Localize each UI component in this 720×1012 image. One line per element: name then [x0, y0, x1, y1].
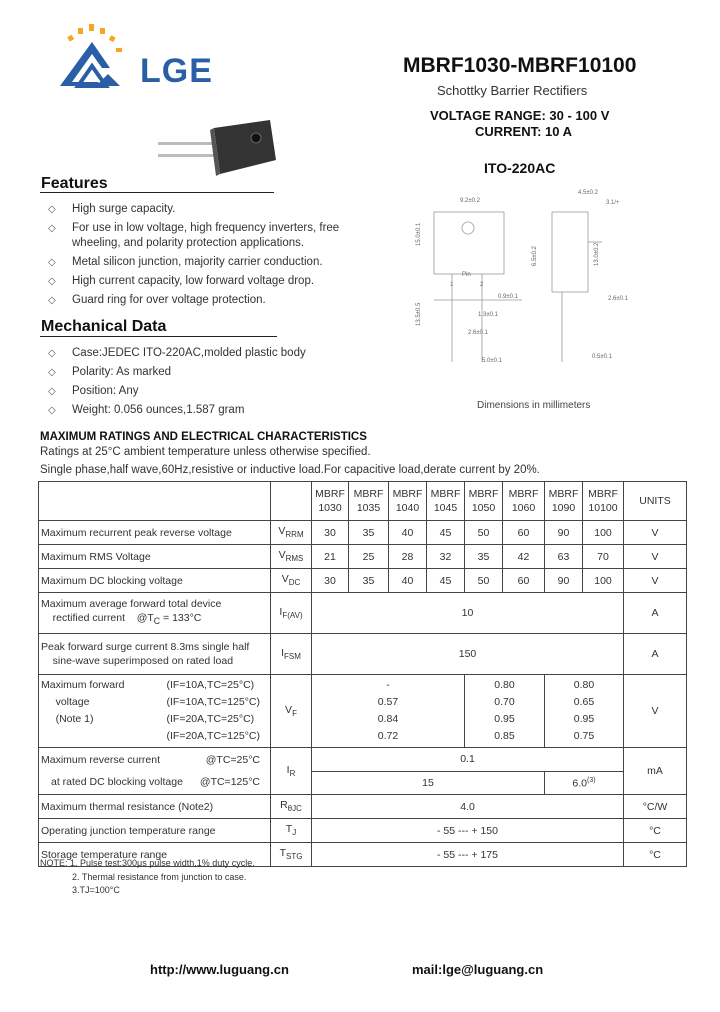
website-link[interactable]: http://www.luguang.cn: [150, 962, 289, 977]
param-symbol: $V_F$: [271, 675, 312, 748]
list-item: ◇ Position: Any: [48, 385, 139, 397]
table-row: [39, 675, 687, 748]
table-cell: - 0.57 0.84 0.72: [312, 675, 465, 748]
unit-cell: V: [624, 675, 687, 748]
table-cell: 21: [312, 545, 349, 569]
param-label: Maximum thermal resistance (Note2): [39, 795, 271, 819]
footnote: 3.TJ=100°C: [72, 885, 120, 895]
table-cell: 45: [427, 569, 465, 593]
dimension-label: 13.0±0.2: [594, 242, 600, 266]
diamond-bullet-icon: ◇: [48, 295, 56, 306]
table-row: [39, 569, 687, 593]
dimension-label: 9.2±0.2: [460, 198, 480, 204]
dimensions-caption: Dimensions in millimeters: [477, 400, 591, 411]
dimension-label: 2.6±0.1: [468, 330, 488, 336]
dimension-label: 6.5±0.2: [532, 246, 538, 266]
features-divider: [40, 192, 274, 193]
unit-cell: °C: [624, 843, 687, 867]
param-symbol: $I_{FSM}$: [271, 634, 312, 675]
diamond-bullet-icon: ◇: [48, 276, 56, 287]
footnote: 2. Thermal resistance from junction to case.: [72, 872, 247, 882]
param-label: Operating junction temperature range: [39, 819, 271, 843]
model-header: MBRF 1030: [312, 482, 349, 521]
unit-cell: mA: [624, 748, 687, 795]
component-image: [158, 118, 278, 180]
table-cell: 50: [465, 521, 503, 545]
table-cell: 60: [503, 521, 545, 545]
param-symbol: $V_{DC}$: [271, 569, 312, 593]
ratings-note: Ratings at 25°C ambient temperature unless otherwise specified.: [40, 446, 371, 458]
table-cell: 150: [312, 634, 624, 675]
table-row: [39, 795, 687, 819]
table-header-row: [39, 482, 687, 521]
table-cell: 0.1: [312, 748, 624, 772]
product-subtitle: Schottky Barrier Rectifiers: [437, 83, 588, 98]
model-header: MBRF 1060: [503, 482, 545, 521]
table-cell: 40: [389, 569, 427, 593]
diamond-bullet-icon: ◇: [48, 367, 56, 378]
unit-cell: A: [624, 634, 687, 675]
dimension-label: 1: [450, 282, 454, 288]
table-cell: 90: [545, 569, 583, 593]
table-cell: [39, 482, 271, 521]
mechanical-list: [42, 346, 362, 422]
table-cell: 90: [545, 521, 583, 545]
list-item: ◇ Polarity: As marked: [48, 366, 172, 378]
model-header: MBRF 1035: [349, 482, 389, 521]
diamond-bullet-icon: ◇: [48, 257, 56, 268]
dimension-drawing: [412, 182, 638, 396]
model-header: MBRF 1040: [389, 482, 427, 521]
table-cell: 0.80 0.70 0.95 0.85: [465, 675, 545, 748]
list-item: ◇ Case:JEDEC ITO-220AC,molded plastic body: [48, 347, 306, 359]
list-item: ◇ High current capacity, low forward voltage drop.: [48, 275, 315, 287]
param-symbol: $V_{RRM}$: [271, 521, 312, 545]
units-header: UNITS: [624, 482, 687, 521]
param-label: Maximum recurrent peak reverse voltage: [39, 521, 271, 545]
param-label: Storage temperature range: [39, 843, 271, 867]
table-cell: 100: [583, 569, 624, 593]
dimension-label: 4.5±0.2: [578, 190, 598, 196]
model-header: MBRF 10100: [583, 482, 624, 521]
table-cell: 63: [545, 545, 583, 569]
package-name: ITO-220AC: [484, 160, 556, 176]
model-header: MBRF 1045: [427, 482, 465, 521]
dimension-label: 5.0±0.1: [482, 358, 502, 364]
param-symbol: $I_R$: [271, 748, 312, 795]
table-cell: 35: [349, 569, 389, 593]
table-cell: 28: [389, 545, 427, 569]
param-label: Maximum RMS Voltage: [39, 545, 271, 569]
features-list: [42, 202, 362, 312]
dimension-label: 1.3±0.1: [478, 312, 498, 318]
table-cell: 4.0: [312, 795, 624, 819]
table-cell: 100: [583, 521, 624, 545]
ratings-heading: MAXIMUM RATINGS AND ELECTRICAL CHARACTERISTICS: [40, 431, 367, 443]
table-cell: 0.80 0.65 0.95 0.75: [545, 675, 624, 748]
param-label: Maximum reverse current @TC=25°C at rated DC blocking voltage @TC=125°C: [39, 748, 271, 795]
mechanical-heading: Mechanical Data: [41, 318, 167, 335]
email-link[interactable]: mail:lge@luguang.cn: [412, 962, 544, 977]
list-item: ◇ Guard ring for over voltage protection.: [48, 294, 266, 306]
dimension-label: 0.5±0.1: [592, 354, 612, 360]
list-item: ◇ For use in low voltage, high frequency inverters, free wheeling, and polarity protection applications.: [48, 222, 340, 249]
dimension-label: 3.1/+: [606, 200, 620, 206]
mechanical-divider: [40, 336, 277, 337]
part-number-title: MBRF1030-MBRF10100: [403, 54, 637, 77]
list-item: ◇ Metal silicon junction, majority carrier conduction.: [48, 256, 323, 268]
table-row: [39, 545, 687, 569]
diamond-bullet-icon: ◇: [48, 223, 56, 234]
dimension-label: 2: [480, 282, 484, 288]
table-cell: - 55 --- + 175: [312, 843, 624, 867]
param-label: [39, 675, 271, 748]
param-symbol: $I_{F(AV)}$: [271, 593, 312, 634]
param-label: Maximum DC blocking voltage: [39, 569, 271, 593]
table-cell: 15: [312, 771, 545, 795]
dimension-label: 13.5±0.5: [416, 302, 422, 326]
model-header: MBRF 1090: [545, 482, 583, 521]
table-row: [39, 521, 687, 545]
dimension-label: Pin: [462, 272, 471, 278]
ratings-table: [38, 481, 687, 867]
unit-cell: V: [624, 545, 687, 569]
diamond-bullet-icon: ◇: [48, 386, 56, 397]
vf-conditions: (IF=10A,TC=25°C) (IF=10A,TC=125°C) (IF=20A,TC=25°C) (IF=20A,TC=125°C): [166, 679, 260, 742]
table-row: [39, 748, 687, 772]
table-cell: 50: [465, 569, 503, 593]
list-item: ◇ High surge capacity.: [48, 203, 176, 215]
table-cell: 30: [312, 521, 349, 545]
unit-cell: °C: [624, 819, 687, 843]
param-symbol: $T_{STG}$: [271, 843, 312, 867]
table-cell: 70: [583, 545, 624, 569]
diamond-bullet-icon: ◇: [48, 405, 56, 416]
param-symbol: $R_{\theta JC}$: [271, 795, 312, 819]
dimension-label: 15.0±0.1: [416, 222, 422, 246]
table-row: [39, 634, 687, 675]
list-item: ◇ Weight: 0.056 ounces,1.587 gram: [48, 404, 245, 416]
brand-name: LGE: [140, 52, 213, 90]
table-cell: 35: [349, 521, 389, 545]
table-cell: 30: [312, 569, 349, 593]
unit-cell: V: [624, 569, 687, 593]
param-label: Maximum average forward total device rectified current $@T_C = 133^\circ C$: [39, 593, 271, 634]
vf-label: Maximum forward voltage (Note 1): [41, 679, 125, 725]
ratings-note: Single phase,half wave,60Hz,resistive or inductive load.For capacitive load,derate current by 20%.: [40, 464, 540, 476]
table-cell: 42: [503, 545, 545, 569]
voltage-range: VOLTAGE RANGE: 30 - 100 V: [430, 108, 610, 123]
features-heading: Features: [41, 175, 108, 192]
diamond-bullet-icon: ◇: [48, 348, 56, 359]
dimension-label: 0.9±0.1: [498, 294, 518, 300]
current-rating: CURRENT: 10 A: [475, 124, 573, 139]
table-cell: [271, 482, 312, 521]
footnote: NOTE: 1. Pulse test:300μs pulse width,1% duty cycle.: [40, 858, 255, 868]
table-cell: 40: [389, 521, 427, 545]
dimension-label: 2.6±0.1: [608, 296, 628, 302]
param-symbol: $V_{RMS}$: [271, 545, 312, 569]
table-cell: 35: [465, 545, 503, 569]
table-cell: - 55 --- + 150: [312, 819, 624, 843]
table-cell: 10: [312, 593, 624, 634]
table-row: [39, 819, 687, 843]
diamond-bullet-icon: ◇: [48, 204, 56, 215]
table-row: [39, 593, 687, 634]
table-cell: 45: [427, 521, 465, 545]
unit-cell: V: [624, 521, 687, 545]
table-cell: 25: [349, 545, 389, 569]
model-header: MBRF 1050: [465, 482, 503, 521]
unit-cell: A: [624, 593, 687, 634]
unit-cell: °C/W: [624, 795, 687, 819]
table-cell: 6.0$^{(3)}$: [545, 771, 624, 795]
param-label: Peak forward surge current 8.3ms single half sine-wave superimposed on rated load: [39, 634, 271, 675]
param-symbol: $T_J$: [271, 819, 312, 843]
table-cell: 60: [503, 569, 545, 593]
table-cell: 32: [427, 545, 465, 569]
